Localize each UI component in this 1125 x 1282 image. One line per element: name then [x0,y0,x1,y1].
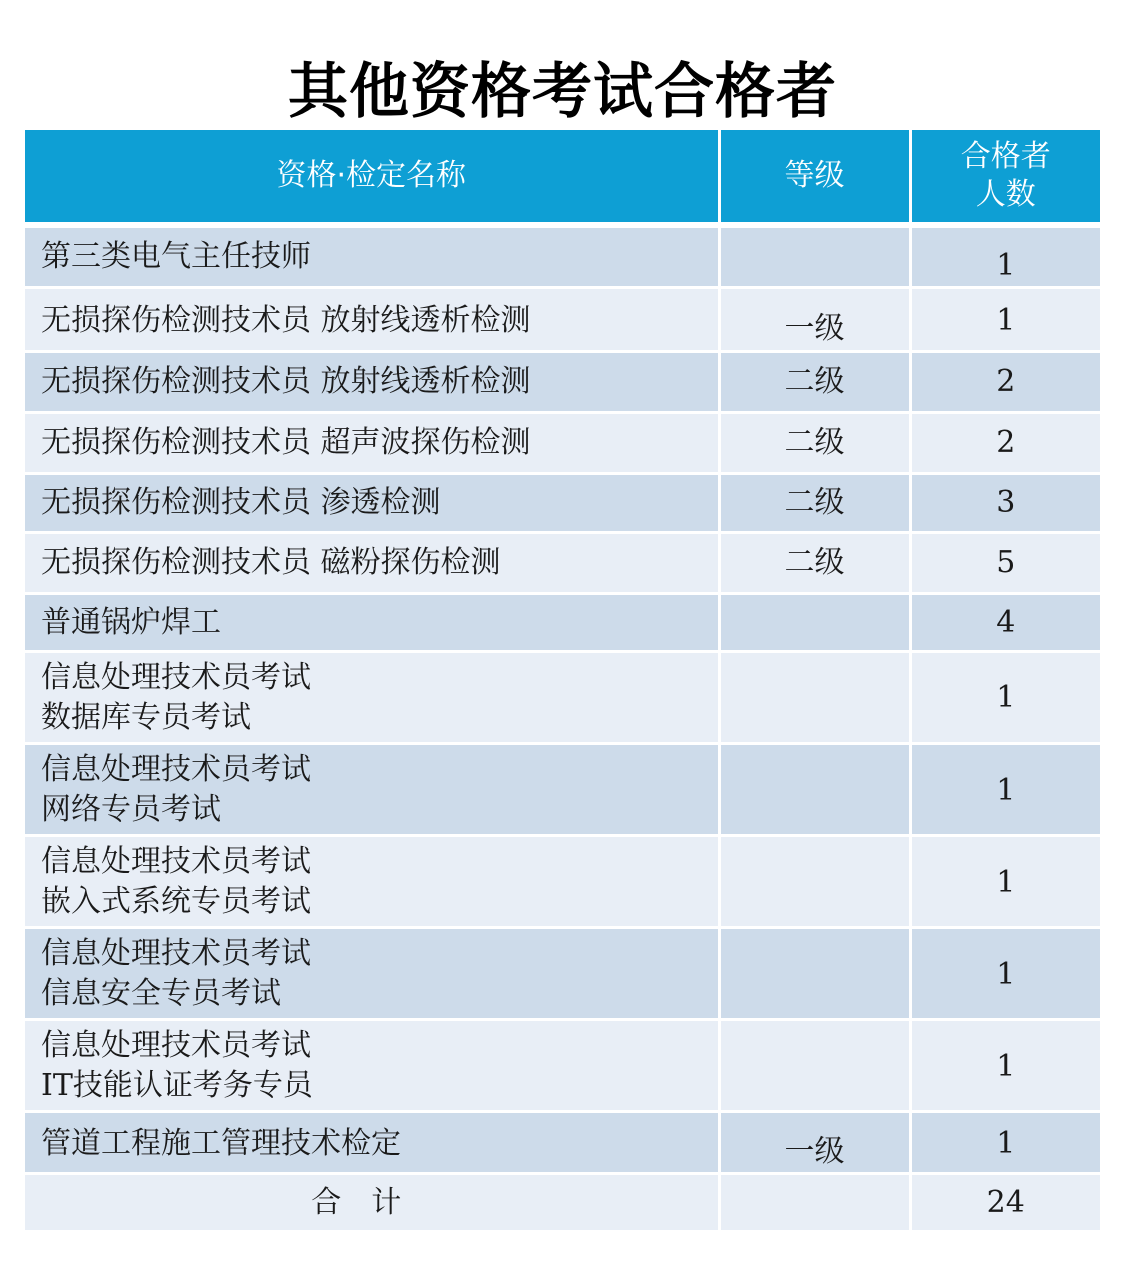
table-row [25,288,1100,352]
table-header-row [25,130,1100,225]
table-row [25,533,1100,594]
row-grade [719,1020,910,1112]
total-count: 24 [910,1174,1100,1232]
page-title: 其他资格考试合格者 [288,57,837,127]
table-row [25,413,1100,474]
row-name: 信息处理技术员考试 网络专员考试 [25,744,719,836]
header-count [910,130,1100,225]
row-count: 5 [910,533,1100,594]
row-grade: 二级 [719,413,910,474]
table-row [25,1112,1100,1174]
row-count: 1 [910,1020,1100,1112]
table-total-row [25,1174,1100,1232]
row-grade: 一级 [719,1112,910,1174]
row-grade [719,652,910,744]
row-count: 3 [910,474,1100,533]
row-name: 管道工程施工管理技术检定 [25,1112,719,1174]
table-row [25,836,1100,928]
row-name: 无损探伤检测技术员 磁粉探伤检测 [25,533,719,594]
row-count: 2 [910,413,1100,474]
row-name: 无损探伤检测技术员 放射线透析检测 [25,352,719,413]
row-count: 1 [910,225,1100,288]
header-grade: 等级 [719,130,910,225]
table-row [25,474,1100,533]
total-label: 合计 [25,1174,719,1232]
row-name: 无损探伤检测技术员 渗透检测 [25,474,719,533]
table-row [25,1020,1100,1112]
row-count: 1 [910,652,1100,744]
qualification-table [25,130,1100,1233]
row-count: 1 [910,1112,1100,1174]
row-grade: 二级 [719,474,910,533]
table-row [25,225,1100,288]
table-row [25,352,1100,413]
row-name: 无损探伤检测技术员 放射线透析检测 [25,288,719,352]
row-count: 1 [910,744,1100,836]
row-name: 无损探伤检测技术员 超声波探伤检测 [25,413,719,474]
header-name: 资格·检定名称 [25,130,719,225]
row-count: 4 [910,594,1100,652]
table-row [25,928,1100,1020]
row-grade: 一级 [719,288,910,352]
total-grade [719,1174,910,1232]
row-grade [719,836,910,928]
header-count-line2: 人数 [975,177,1036,212]
row-name: 第三类电气主任技师 [25,225,719,288]
row-grade [719,225,910,288]
row-name: 信息处理技术员考试 信息安全专员考试 [25,928,719,1020]
row-grade [719,594,910,652]
row-count: 1 [910,836,1100,928]
header-count-line1: 合格者 [960,139,1051,174]
row-name: 信息处理技术员考试 IT技能认证考务专员 [25,1020,719,1112]
row-name: 信息处理技术员考试 嵌入式系统专员考试 [25,836,719,928]
row-grade [719,744,910,836]
row-grade [719,928,910,1020]
table-row [25,744,1100,836]
row-grade: 二级 [719,533,910,594]
row-name: 普通锅炉焊工 [25,594,719,652]
row-name: 信息处理技术员考试 数据库专员考试 [25,652,719,744]
row-grade: 二级 [719,352,910,413]
table-row [25,652,1100,744]
row-count: 2 [910,352,1100,413]
row-count: 1 [910,288,1100,352]
row-count: 1 [910,928,1100,1020]
table-row [25,594,1100,652]
